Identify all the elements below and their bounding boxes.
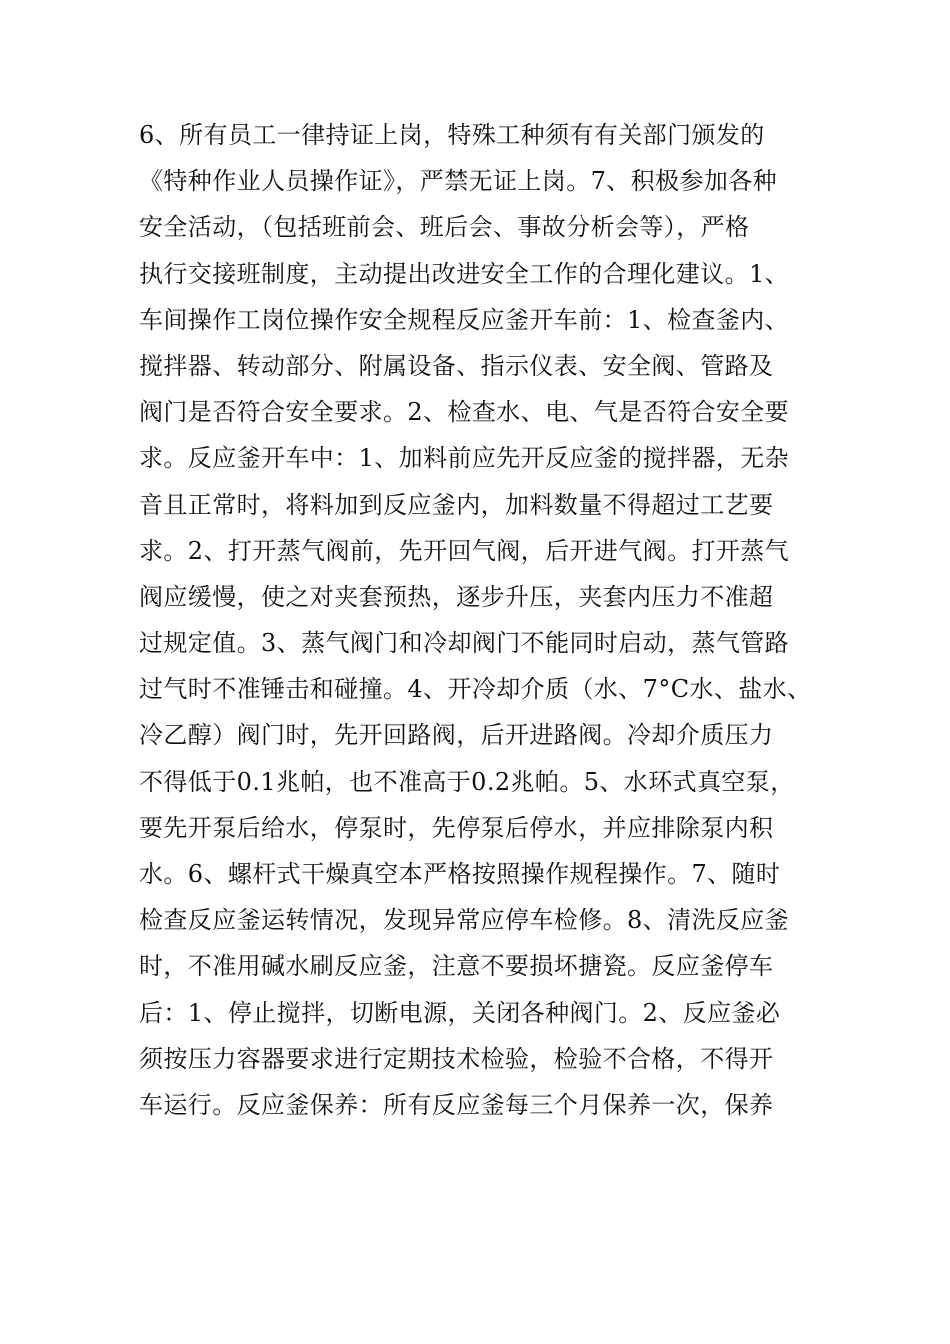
text-line: 安全活动，（包括班前会、班后会、事故分析会等），严格 — [139, 213, 750, 242]
text-line: 阀门是否符合安全要求。2、检查水、电、气是否符合安全要 — [139, 398, 790, 427]
text-line: 求。2、打开蒸气阀前，先开回气阀，后开进气阀。打开蒸气 — [139, 536, 790, 565]
text-line: 水。6、螺杆式干燥真空本严格按照操作规程操作。7、随时 — [139, 860, 781, 888]
text-line: 求。反应釜开车中：1、加料前应先开反应釜的搅拌器，无杂 — [139, 444, 790, 473]
text-line: 检查反应釜运转情况，发现异常应停车检修。8、清洗反应釜 — [139, 906, 790, 935]
text-line: 执行交接班制度，主动提出改进安全工作的合理化建议。1、 — [139, 259, 790, 288]
text-line: 过气时不准锤击和碰撞。4、开冷却介质（水、7°C水、盐水、 — [139, 675, 812, 704]
text-line: 后：1、停止搅拌，切断电源，关闭各种阀门。2、反应釜必 — [139, 998, 781, 1027]
text-line: 《特种作业人员操作证》，严禁无证上岗。7、积极参加各种 — [139, 167, 778, 196]
text-line: 6、所有员工一律持证上岗，特殊工种须有有关部门颁发的 — [139, 121, 765, 149]
text-line: 时，不准用碱水刷反应釜，注意不要损坏搪瓷。反应釜停车 — [139, 952, 774, 981]
text-line: 搅拌器、转动部分、附属设备、指示仪表、安全阀、管路及 — [139, 351, 774, 380]
text-line: 车运行。反应釜保养：所有反应釜每三个月保养一次，保养 — [139, 1090, 774, 1119]
text-line: 过规定值。3、蒸气阀门和冷却阀门不能同时启动，蒸气管路 — [139, 629, 790, 658]
body-text — [139, 112, 839, 1128]
text-line: 音且正常时，将料加到反应釜内，加料数量不得超过工艺要 — [139, 490, 774, 519]
text-line: 车间操作工岗位操作安全规程反应釜开车前：1、检查釜内、 — [139, 305, 790, 334]
text-line: 阀应缓慢，使之对夹套预热，逐步升压，夹套内压力不准超 — [139, 582, 774, 611]
text-line: 须按压力容器要求进行定期技术检验，检验不合格，不得开 — [139, 1044, 774, 1073]
text-line: 要先开泵后给水，停泵时，先停泵后停水，并应排除泵内积 — [139, 813, 774, 842]
text-line: 冷乙醇）阀门时，先开回路阀，后开进路阀。冷却介质压力 — [139, 721, 774, 750]
text-line: 不得低于0.1兆帕，也不准高于0.2兆帕。5、水环式真空泵， — [139, 767, 795, 796]
